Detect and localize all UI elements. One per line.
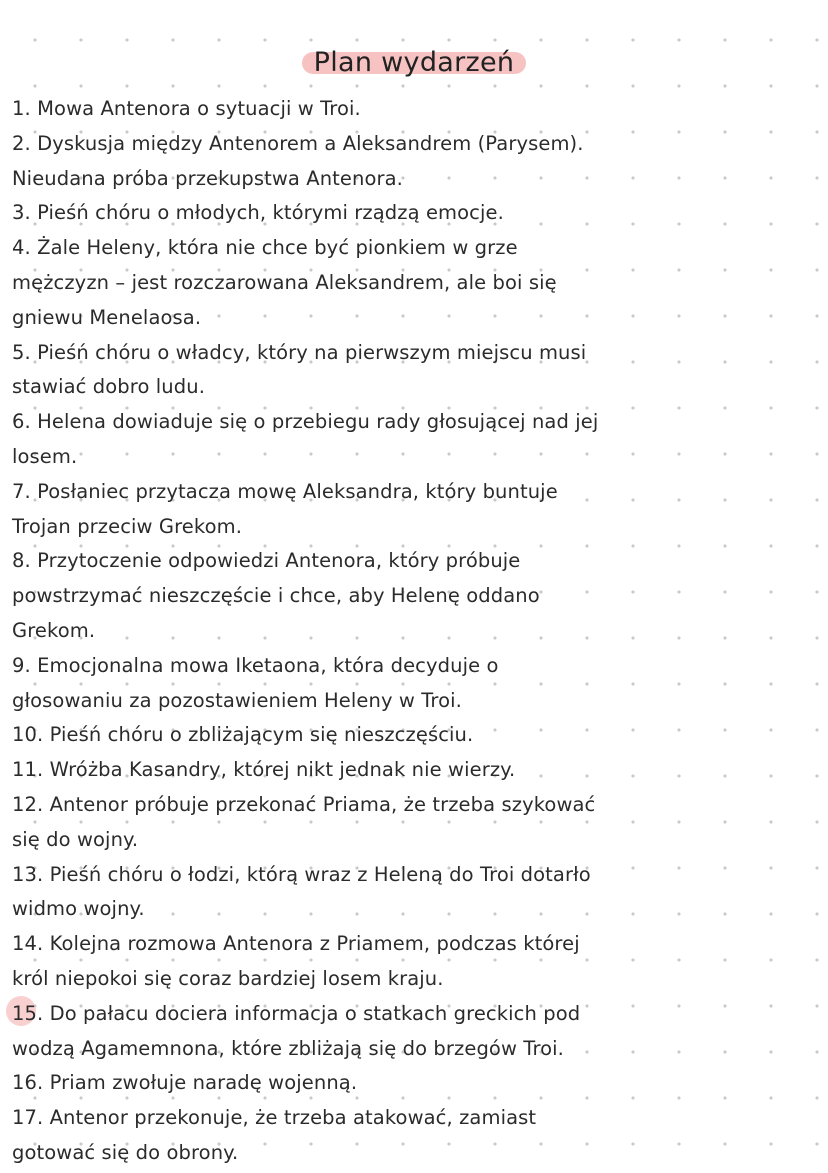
item-text: Kolejna rozmowa Antenora z Priamem, podczas której król niepokoi się coraz bardziej losem kraju. [12,932,580,990]
item-text: Helena dowiaduje się o przebiegu rady głosującej nad jej losem. [12,410,599,468]
item-number: 3. [12,201,31,225]
list-item [12,788,812,858]
item-number: 10. [12,723,44,747]
item-text: Pieśń chóru o władcy, który na pierwszym miejscu musi stawiać dobro ludu. [12,340,587,399]
item-text: Antenor próbuje przekonać Priama, że trzeba szykować się do wojny. [12,792,596,851]
item-number: 7. [12,479,31,503]
list-item [12,1066,812,1101]
list-item [12,544,812,648]
item-text: Posłaniec przytacza mowę Aleksandra, który buntuje Trojan przeciw Grekom. [12,479,558,538]
list-item [12,753,812,788]
item-number: 12. [12,792,44,816]
list-item [12,475,812,545]
item-text: Wróżba Kasandry, której nikt jednak nie wierzy. [43,758,516,782]
item-number: 9. [12,653,31,677]
item-text: Pieśń chóru o młodych, którymi rządzą emocje. [30,201,504,225]
item-text: Pieśń chóru o łodzi, którą wraz z Heleną do Troi dotarło widmo wojny. [12,862,591,921]
list-item [12,1101,812,1171]
item-number: 11. [12,758,44,782]
list-item [12,997,812,1067]
list-item [12,196,812,231]
item-text: Do pałacu dociera informacja o statkach greckich pod wodzą Agamemnona, które zbliżają się do brzegów Troi. [12,1001,581,1060]
item-number: 4. [12,236,31,260]
list-item [12,127,812,197]
item-text: Emocjonalna mowa Iketaona, która decyduje o głosowaniu za pozostawieniem Heleny w Troi. [12,653,499,712]
list-item [12,405,812,475]
item-text: Antenor przekonuje, że trzeba atakować, zamiast gotować się do obrony. [12,1106,537,1164]
item-number: 8. [12,549,31,573]
item-text: Żale Heleny, która nie chce być pionkiem w grze mężczyzn – jest rozczarowana Aleksandrem, ale boi się gniewu Menelaosa. [12,236,557,329]
item-number: 6. [12,410,31,434]
item-text: Dyskusja między Antenorem a Aleksandrem (Parysem). Nieudana próba przekupstwa Antenora. [12,131,584,190]
event-plan-list [12,92,812,1171]
item-number: 1. [12,97,31,120]
item-number: 13. [12,862,44,886]
title-area [0,46,828,80]
item-text: Przytoczenie odpowiedzi Antenora, który próbuje powstrzymać nieszczęście i chce, aby Helenę oddano Grekom. [12,549,540,642]
list-item [12,336,812,406]
item-number: 2. [12,131,31,155]
page-title: Plan wydarzeń [304,46,525,80]
item-number: 5. [12,340,31,364]
item-text: Pieśń chóru o zbliżającym się nieszczęściu. [43,723,474,747]
item-number: 16. [12,1071,44,1095]
list-item [12,927,812,997]
list-item [12,92,812,127]
item-number: 17. [12,1106,44,1130]
item-number-highlighted: 15. [12,1001,44,1025]
item-text: Priam zwołuje naradę wojenną. [43,1071,358,1095]
list-item [12,718,812,753]
list-item [12,231,812,335]
list-item [12,858,812,928]
list-item [12,649,812,719]
item-text: Mowa Antenora o sytuacji w Troi. [30,97,361,120]
item-number: 14. [12,932,44,956]
